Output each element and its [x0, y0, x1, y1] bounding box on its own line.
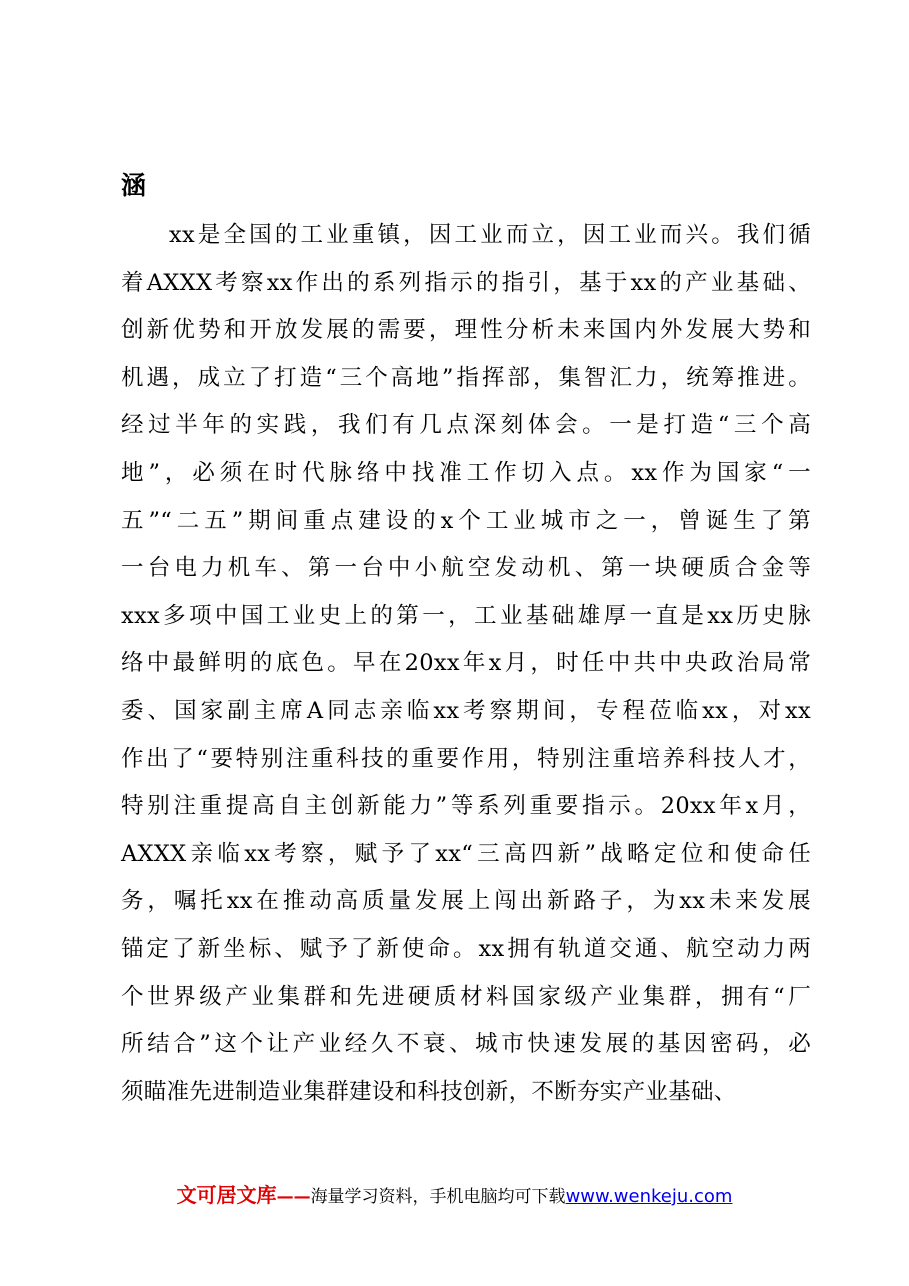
text-line-3: 创新优势和开放发展的需要，理性分析未来国内外发展大势和 [121, 317, 811, 344]
text-line-9: xxx多项中国工业史上的第一，工业基础雄厚一直是xx历史脉 [121, 602, 811, 629]
text-line-7: 五”“二五”期间重点建设的x个工业城市之一，曾诞生了第 [121, 507, 811, 534]
text-line-4: 机遇，成立了打造“三个高地”指挥部，集智汇力，统筹推进。 [121, 364, 811, 391]
footer-dash: —— [276, 1187, 311, 1207]
footer-slogan: 海量学习资料，手机电脑均可下载 [310, 1187, 566, 1207]
text-line-15: 务，嘱托xx在推动高质量发展上闯出新路子，为xx未来发展 [121, 888, 811, 915]
text-line-8: 一台电力机车、第一台中小航空发动机、第一块硬质合金等 [121, 555, 811, 582]
footer-brand: 文可居文库 [176, 1183, 277, 1207]
text-line-19: 须瞄准先进制造业集群建设和科技创新，不断夯实产业基础、 [121, 1078, 737, 1105]
text-line-2: 着AXXX考察xx作出的系列指示的指引，基于xx的产业基础、 [121, 269, 811, 296]
text-line-1: xx是全国的工业重镇，因工业而立，因工业而兴。我们循 [169, 222, 811, 248]
text-line-10: 络中最鲜明的底色。早在20xx年x月，时任中共中央政治局常 [121, 650, 811, 677]
text-line-16: 锚定了新坐标、赋予了新使命。xx拥有轨道交通、航空动力两 [121, 935, 811, 962]
text-line-12: 作出了“要特别注重科技的重要作用，特别注重培养科技人才， [121, 745, 811, 772]
text-line-6: 地”，必须在时代脉络中找准工作切入点。xx作为国家“一 [121, 459, 811, 486]
text-line-13: 特别注重提高自主创新能力”等系列重要指示。20xx年x月， [121, 793, 811, 820]
section-heading: 涵 [121, 171, 147, 200]
text-line-11: 委、国家副主席A同志亲临xx考察期间，专程莅临xx，对xx [121, 697, 811, 724]
text-line-14: AXXX亲临xx考察，赋予了xx“三高四新”战略定位和使命任 [121, 840, 811, 867]
body-paragraph [121, 212, 811, 1116]
text-line-18: 所结合”这个让产业经久不衰、城市快速发展的基因密码，必 [121, 1031, 811, 1058]
footer-banner [0, 1180, 909, 1212]
footer-link[interactable]: www.wenkeju.com [565, 1186, 733, 1207]
text-line-17: 个世界级产业集群和先进硬质材料国家级产业集群，拥有“厂 [121, 983, 811, 1010]
text-line-5: 经过半年的实践，我们有几点深刻体会。一是打造“三个高 [121, 412, 811, 439]
